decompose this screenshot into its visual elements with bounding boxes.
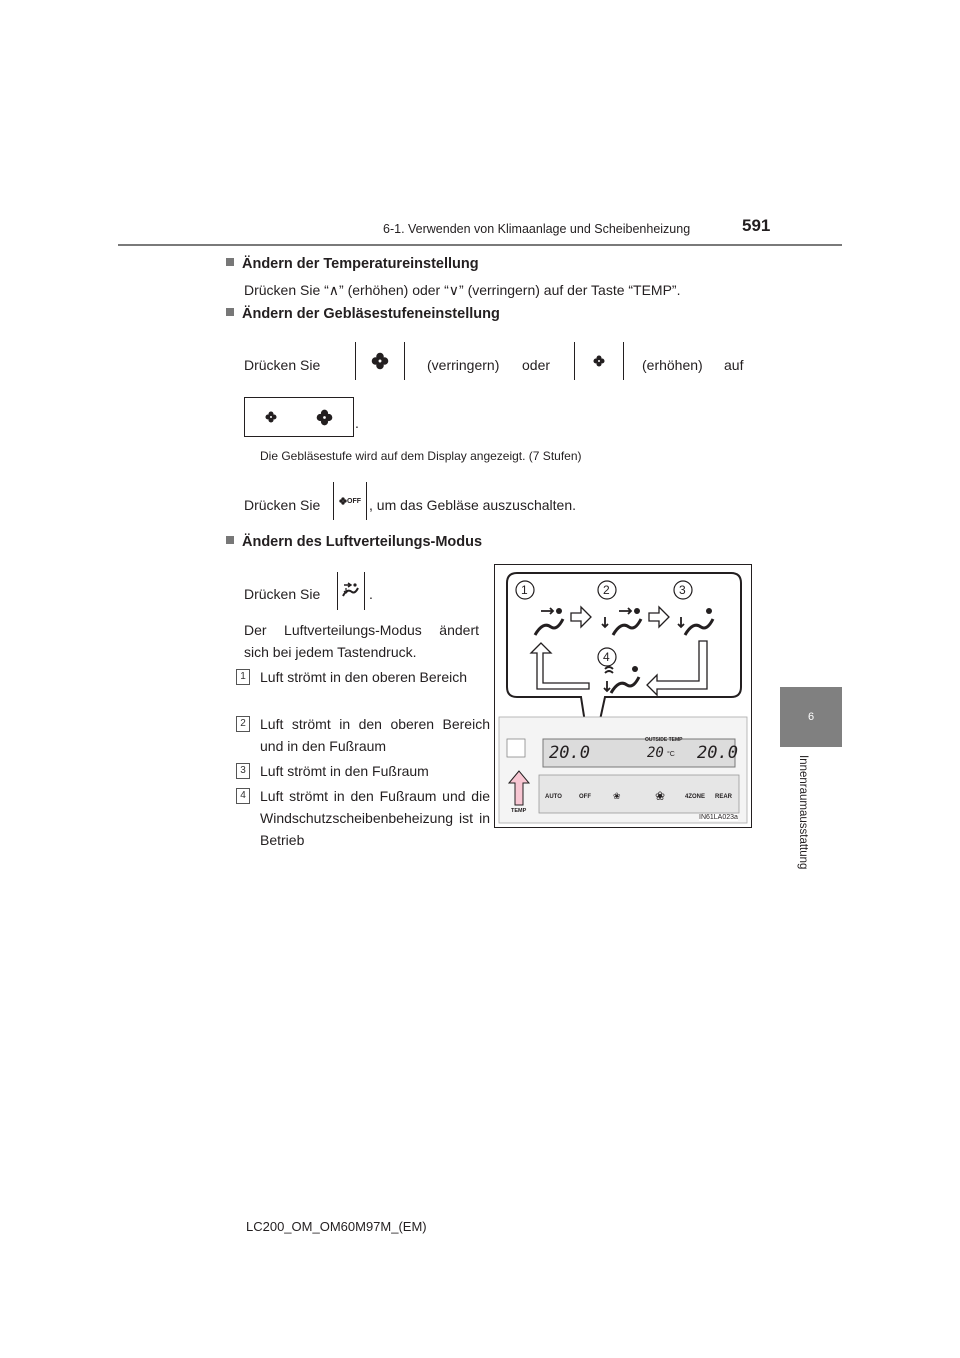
header-rule	[118, 244, 842, 246]
fan-small-icon	[593, 355, 605, 367]
display-outside-label: OUTSIDE TEMP	[645, 737, 683, 743]
callout-3: 3	[679, 583, 686, 597]
page-number: 591	[742, 216, 771, 235]
section-heading-air-distribution	[226, 534, 482, 550]
section-heading-temperature	[226, 256, 479, 272]
fan-press-label: Drücken Sie	[244, 357, 321, 373]
fan-off-icon	[339, 497, 347, 505]
item-text: Luft strömt in den oberen Bereich und in den Fußraum	[260, 716, 490, 754]
mode-period: .	[369, 586, 373, 602]
fan-or-label: oder	[522, 357, 551, 373]
display-outside-unit: °C	[667, 751, 675, 758]
off-button[interactable]: OFF	[579, 794, 591, 800]
fan-small-icon	[265, 411, 277, 423]
fan-off-button[interactable]	[333, 482, 367, 520]
chapter-number: 6	[807, 711, 815, 723]
fan-decrease-button[interactable]	[355, 342, 405, 380]
temperature-text: Drücken Sie “∧” (erhöhen) oder “∨” (verringern) auf der Taste “TEMP”.	[244, 282, 681, 298]
fan-on-label: auf	[724, 357, 744, 373]
figure-drawing	[495, 565, 751, 827]
item-number: 3	[236, 763, 250, 779]
item-text: Luft strömt in den Fußraum und die Windschutzscheibenbeheizung ist in Betrieb	[260, 788, 490, 848]
item-number: 2	[236, 716, 250, 732]
air-mode-button[interactable]	[337, 572, 365, 610]
fan-up-icon[interactable]: ❀	[655, 789, 666, 803]
mode-description: Der Luftverteilungs-Modus ändert sich bei jedem Tastendruck.	[244, 622, 479, 660]
display-left-temp: 20.0	[549, 743, 590, 763]
heading-text: Ändern der Temperatureinstellung	[242, 256, 479, 272]
fan-off-button-label: OFF	[347, 497, 361, 505]
callout-1: 1	[521, 583, 528, 597]
item-text: Luft strömt in den Fußraum	[260, 763, 429, 779]
fan-increase-label: (erhöhen)	[642, 357, 703, 373]
fan-large-icon	[371, 352, 389, 370]
fan-large-icon	[316, 409, 333, 426]
auto-button[interactable]: AUTO	[545, 794, 562, 800]
fan-note: Die Gebläsestufe wird auf dem Display angezeigt. (7 Stufen)	[260, 449, 582, 463]
fan-speed-button-pair[interactable]	[244, 397, 354, 437]
display-outside-temp: 20	[647, 745, 664, 761]
callout-2: 2	[603, 583, 610, 597]
fan-off-suffix: , um das Gebläse auszuschalten.	[369, 497, 577, 513]
heading-bullet-icon	[226, 258, 234, 266]
fan-increase-button[interactable]	[574, 342, 624, 380]
heading-text: Ändern der Gebläsestufeneinstellung	[242, 306, 500, 322]
figure-code: IN61LA023a	[699, 814, 738, 821]
section-heading-fan-speed	[226, 306, 500, 322]
fan-down-icon[interactable]: ❀	[613, 791, 621, 801]
item-number: 1	[236, 669, 250, 685]
heading-bullet-icon	[226, 536, 234, 544]
callout-4: 4	[603, 650, 610, 664]
air-flow-mode-icon	[341, 582, 361, 600]
chapter-tab[interactable]	[780, 687, 842, 747]
temp-button[interactable]: TEMP	[511, 808, 527, 814]
item-text: Luft strömt in den oberen Bereich	[260, 669, 468, 685]
fan-decrease-label: (verringern)	[427, 357, 500, 373]
mode-press-label: Drücken Sie	[244, 586, 321, 602]
item-number: 4	[236, 788, 250, 804]
heading-text: Ändern des Luftverteilungs-Modus	[242, 534, 483, 550]
rear-button[interactable]: REAR	[715, 794, 733, 800]
4zone-button[interactable]: 4ZONE	[685, 794, 706, 800]
header-title: 6-1. Verwenden von Klimaanlage und Scheibenheizung	[383, 222, 691, 236]
fan-period: .	[355, 415, 359, 431]
fan-off-press-label: Drücken Sie	[244, 497, 321, 513]
air-distribution-figure	[494, 564, 752, 828]
footer-code: LC200_OM_OM60M97M_(EM)	[246, 1219, 427, 1234]
chapter-label: Innenraumausstattung	[797, 755, 809, 870]
display-right-temp: 20.0	[697, 743, 738, 763]
heading-bullet-icon	[226, 308, 234, 316]
